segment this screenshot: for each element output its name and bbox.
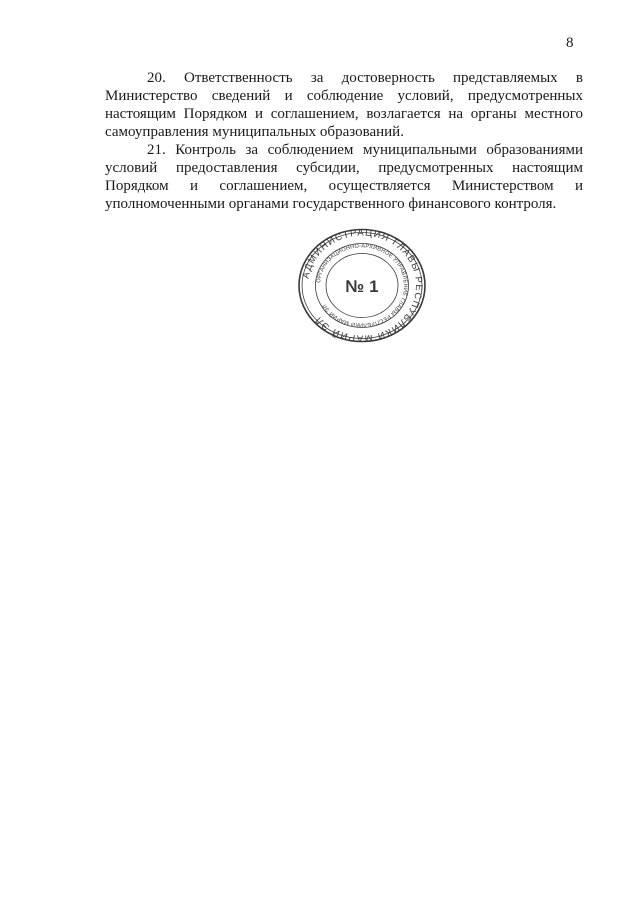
seal-center-text: № 1	[345, 277, 379, 296]
paragraph-text: Контроль за соблюдением муниципальными образованиями условий предоставления субсидии, предусмотренных настоящим Порядком и соглашением, осуществляется Министерством и уполномоченными органами государственного финансового контроля.	[105, 142, 583, 212]
seal-outer-text: АДМИНИСТРАЦИЯ ГЛАВЫ РЕСПУБЛИКИ МАРИЙ ЭЛ	[300, 228, 425, 343]
official-seal	[297, 228, 427, 343]
seal-graphic	[297, 228, 427, 343]
seal-inner-text: ОРГАНИЗАЦИОННО-АРХИВНОЕ УПРАВЛЕНИЕ ГЛАВЫ РЕСПУБЛИКИ МАРИЙ ЭЛ	[316, 243, 409, 328]
paragraph-text: Ответственность за достоверность представляемых в Министерство сведений и соблюдение условий, предусмотренных настоящим Порядком и соглашением, возлагается на органы местного самоуправления муниципальных образований.	[105, 70, 583, 140]
paragraph-21	[105, 141, 583, 213]
page-number: 8	[566, 35, 574, 51]
paragraph-20	[105, 69, 583, 141]
document-body	[105, 69, 583, 213]
paragraph-number: 21.	[147, 142, 166, 158]
paragraph-number: 20.	[147, 70, 166, 86]
